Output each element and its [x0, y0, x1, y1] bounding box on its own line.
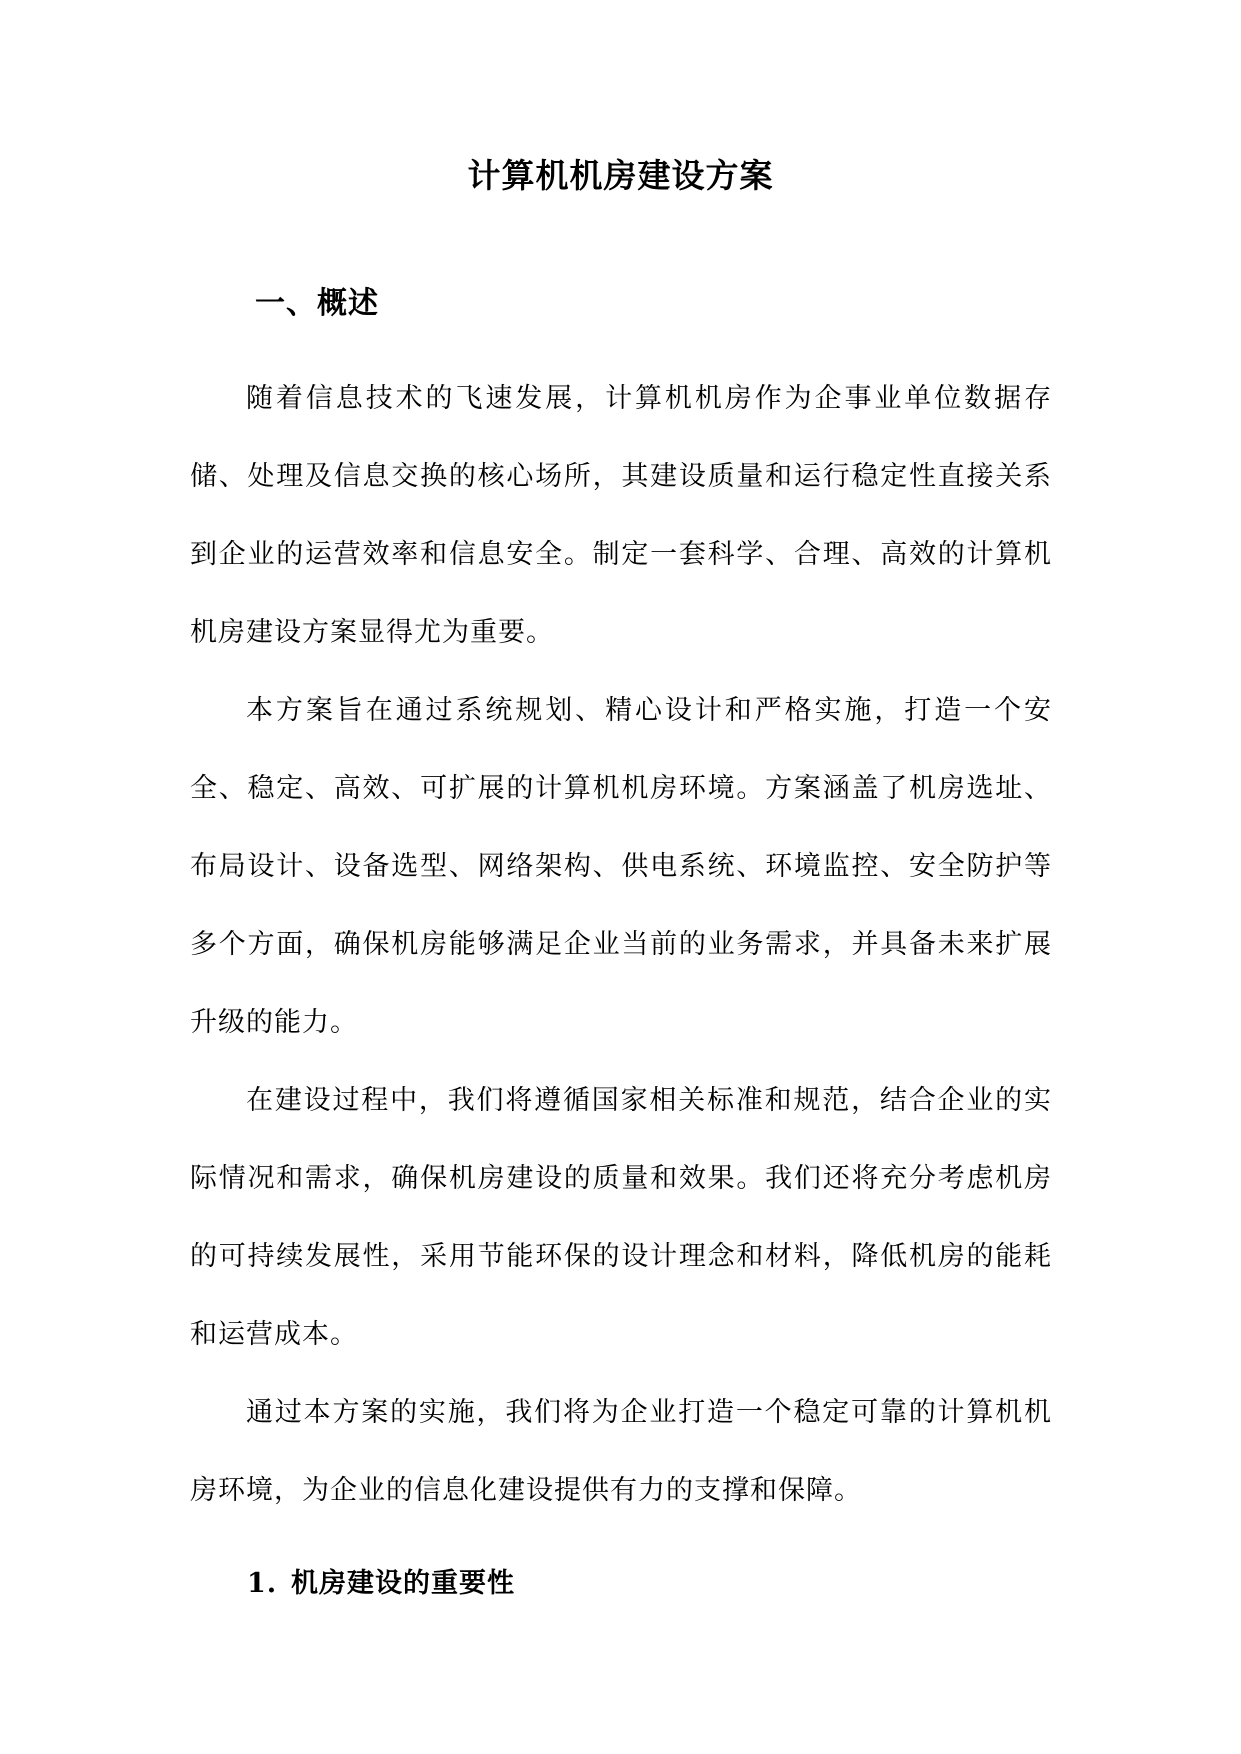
- subsection-label: 机房建设的重要性: [291, 1568, 515, 1599]
- paragraph-1: 随着信息技术的飞速发展，计算机机房作为企事业单位数据存储、处理及信息交换的核心场所，其建设质量和运行稳定性直接关系到企业的运营效率和信息安全。制定一套科学、合理、高效的计算机机房建设方案显得尤为重要。: [190, 383, 1052, 648]
- document-title: 计算机机房建设方案: [467, 156, 774, 195]
- subsection-heading: [247, 1562, 515, 1606]
- subsection-number: 1.: [247, 1568, 278, 1599]
- paragraph-4: 通过本方案的实施，我们将为企业打造一个稳定可靠的计算机机房环境，为企业的信息化建设提供有力的支撑和保障。: [190, 1397, 1052, 1506]
- overview-body: [190, 360, 1052, 1530]
- paragraph-2: 本方案旨在通过系统规划、精心设计和严格实施，打造一个安全、稳定、高效、可扩展的计算机机房环境。方案涵盖了机房选址、布局设计、设备选型、网络架构、供电系统、环境监控、安全防护等多个方面，确保机房能够满足企业当前的业务需求，并具备未来扩展升级的能力。: [190, 695, 1052, 1038]
- paragraph-3: 在建设过程中，我们将遵循国家相关标准和规范，结合企业的实际情况和需求，确保机房建设的质量和效果。我们还将充分考虑机房的可持续发展性，采用节能环保的设计理念和材料，降低机房的能耗和运营成本。: [190, 1085, 1052, 1350]
- section-heading: 一、概述: [255, 286, 379, 321]
